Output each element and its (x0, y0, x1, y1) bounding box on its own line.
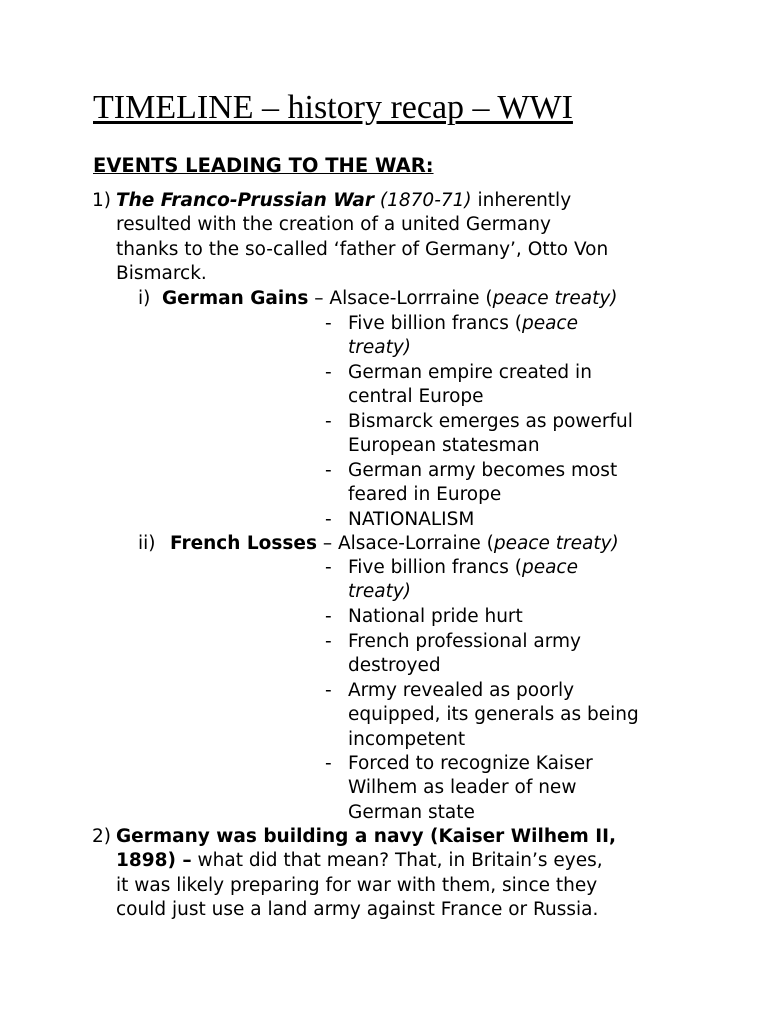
list-item-body: Germany was building a navy (Kaiser Wilhem II, 1898) – what did that mean? That, in Britain’s eyes, it was likely preparing for war with them, since they could just use a land army against France or Russia. (116, 825, 716, 923)
document-page: TIMELINE – history recap – WWI EVENTS LEADING TO THE WAR: 1) The Franco-Prussian War (1870-71) inherently resulted with the creation of a united Germany thanks to the so-called ‘father of Germany’, Otto Von Bismarck. i) German Gains – Alsace-Lorrraine (peace treaty) - Five billion francs (peace treaty) - German empire created in central Europe - Bismarck emerges as powerful European statesman - German army becomes most feared in Europe - NATIONALISM ii) French Losses – Alsace-Lorraine (peace treaty) - Five billion francs (peace treaty) - National pride hurt - French professional army destroyed - Army revealed as poorly equipped, its generals as being incompetent - Forced to recognize Kaiser Wilhem as leader of new German state 2) Germany was building a navy (Kaiser Wilhem II, 1898) – what did that mean? That, in Britain’s eyes, it was likely preparing for war with them, since they could just use a land army against France or Russia. (0, 0, 768, 1024)
dash-bullet: - (325, 753, 332, 774)
list-item-body (116, 189, 696, 287)
item-text: resulted with the creation of a united Germany (116, 214, 551, 236)
item-text: Bismarck. (116, 263, 207, 285)
sublist-heading-french-losses: French Losses – Alsace-Lorraine (peace treaty) (170, 533, 619, 554)
list-number: 2) (92, 826, 111, 847)
document-title: TIMELINE – history recap – WWI (93, 89, 573, 126)
dash-bullet: - (325, 606, 332, 627)
sublist-marker: i) (138, 288, 151, 309)
sublist-marker: ii) (138, 533, 156, 554)
item-date: (1870-71) (379, 190, 472, 211)
item-text: could just use a land army against France or Russia. (116, 899, 599, 921)
dash-bullet: - (325, 557, 332, 578)
dash-bullet: - (325, 313, 332, 334)
dash-bullet: - (325, 411, 332, 432)
item-heading: Germany was building a navy (Kaiser Wilhem II, (116, 826, 617, 847)
item-text: thanks to the so-called ‘father of Germany’, Otto Von (116, 238, 609, 260)
dash-bullet: - (325, 509, 332, 530)
item-text: inherently (471, 190, 572, 211)
item-text: it was likely preparing for war with them, since they (116, 874, 598, 896)
dash-bullet: - (325, 362, 332, 383)
sublist-heading-german-gains: German Gains – Alsace-Lorrraine (peace treaty) (162, 288, 618, 309)
dash-bullet: - (325, 460, 332, 481)
list-number: 1) (92, 190, 111, 211)
dash-bullet: - (325, 631, 332, 652)
item-heading: The Franco-Prussian War (116, 190, 375, 211)
dash-bullet: - (325, 680, 332, 701)
section-heading: EVENTS LEADING TO THE WAR: (93, 154, 434, 177)
